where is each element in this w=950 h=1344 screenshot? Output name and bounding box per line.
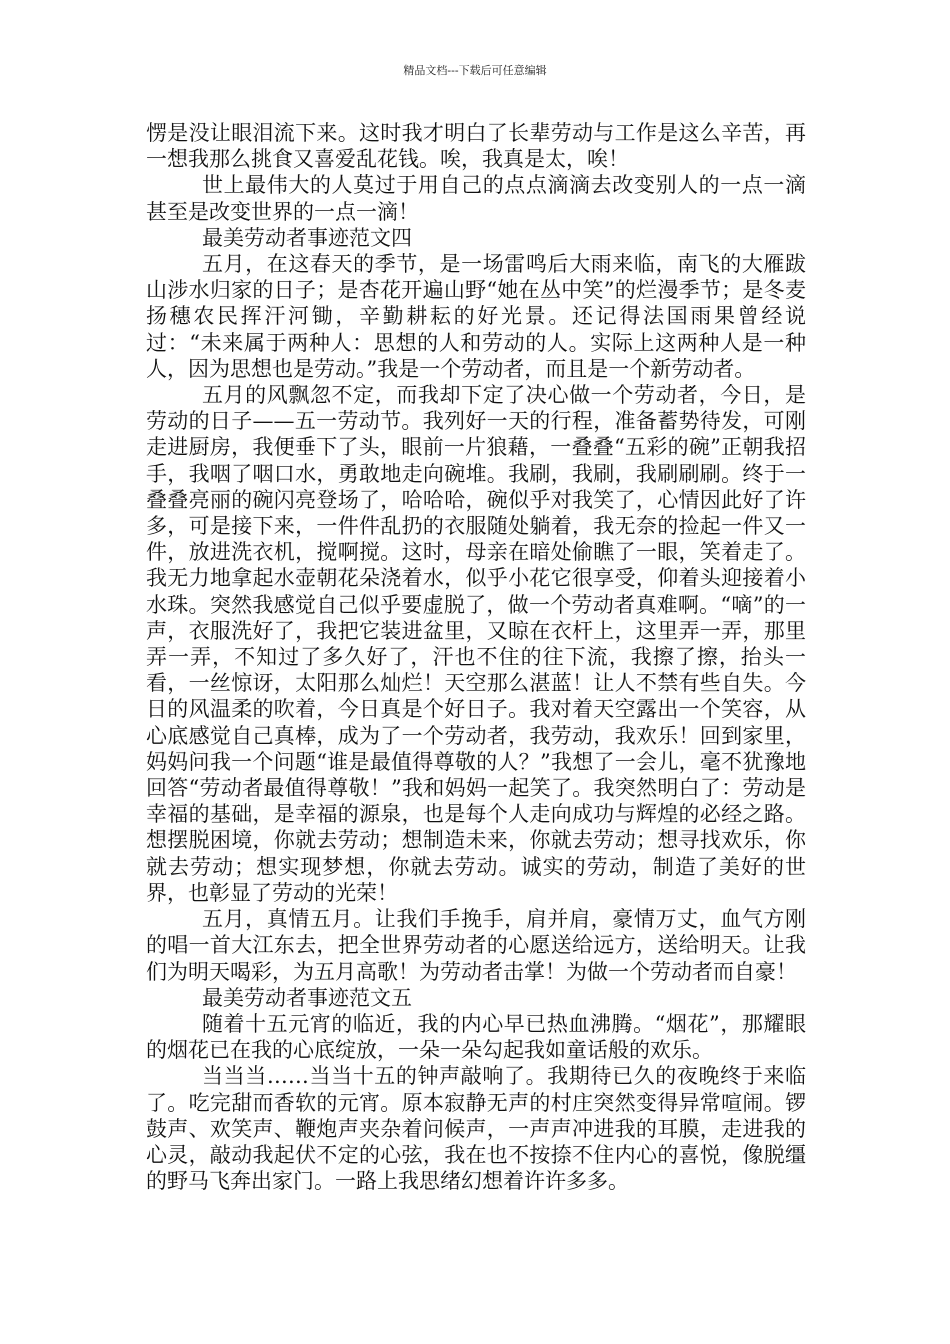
paragraph: 五月，在这春天的季节，是一场雷鸣后大雨来临，南飞的大雁跋山涉水归家的日子；是杏花开遍山野“她在丛中笑”的烂漫季节；是冬麦扬穗农民挥汗河锄，辛勤耕耘的好光景。还记得法国雨果曾经说过：“未来属于两种人：思想的人和劳动的人。实际上这两种人是一种人，因为思想也是劳动。”我是一个劳动者，而且是一个新劳动者。	[146, 252, 806, 381]
paragraph: 世上最伟大的人莫过于用自己的点点滴滴去改变别人的一点一滴甚至是改变世界的一点一滴！	[146, 173, 806, 224]
paragraph: 随着十五元宵的临近，我的内心早已热血沸腾。“烟花”，那耀眼的烟花已在我的心底绽放，一朵一朵勾起我如童话般的欢乐。	[146, 1011, 806, 1063]
paragraph: 愣是没让眼泪流下来。这时我才明白了长辈劳动与工作是这么辛苦，再一想我那么挑食又喜爱乱花钱。唉，我真是太，唉！	[146, 121, 806, 172]
paragraph: 五月，真情五月。让我们手挽手，肩并肩，豪情万丈，血气方刚的唱一首大江东去，把全世界劳动者的心愿送给远方，送给明天。让我们为明天喝彩，为五月高歌！为劳动者击掌！为做一个劳动者而自豪！	[146, 907, 806, 984]
page-header: 精品文档---下载后可任意编辑	[403, 64, 547, 77]
paragraph: 五月的风飘忽不定，而我却下定了决心做一个劳动者，今日，是劳动的日子——五一劳动节。我列好一天的行程，准备蓄势待发，可刚走进厨房，我便垂下了头，眼前一片狼藉，一叠叠“五彩的碗”正朝我招手，我咽了咽口水，勇敢地走向碗堆。我刷，我刷，我刷刷刷。终于一叠叠亮丽的碗闪亮登场了，哈哈哈，碗似乎对我笑了，心情因此好了许多，可是接下来，一件件乱扔的衣服随处躺着，我无奈的捡起一件又一件，放进洗衣机，搅啊搅。这时，母亲在暗处偷瞧了一眼，笑着走了。我无力地拿起水壶朝花朵浇着水，似乎小花它很享受，仰着头迎接着小水珠。突然我感觉自己似乎要虚脱了，做一个劳动者真难啊。“嘀”的一声，衣服洗好了，我把它装进盆里，又晾在衣杆上，这里弄一弄，那里弄一弄，不知过了多久好了，汗也不住的往下流，我擦了擦，抬头一看，一丝惊讶，太阳那么灿烂！天空那么湛蓝！让人不禁有些自失。今日的风温柔的吹着，今日真是个好日子。我对着天空露出一个笑容，从心底感觉自己真棒，成为了一个劳动者，我劳动，我欢乐！回到家里，妈妈问我一个问题“谁是最值得尊敬的人？”我想了一会儿，毫不犹豫地回答“劳动者最值得尊敬！”我和妈妈一起笑了。我突然明白了：劳动是幸福的基础，是幸福的源泉，也是每个人走向成功与辉煌的必经之路。想摆脱困境，你就去劳动；想制造未来，你就去劳动；想寻找欢乐，你就去劳动；想实现梦想，你就去劳动。诚实的劳动，制造了美好的世界，也彰显了劳动的光荣！	[146, 383, 806, 905]
document-body	[146, 120, 806, 1194]
section-heading: 最美劳动者事迹范文四	[202, 225, 412, 250]
paragraph: 当当当……当当十五的钟声敲响了。我期待已久的夜晚终于来临了。吃完甜而香软的元宵。原本寂静无声的村庄突然变得异常喧闹。锣鼓声、欢笑声、鞭炮声夹杂着问候声，一声声冲进我的耳膜，走进我的心灵，敲动我起伏不定的心弦，我在也不按捺不住内心的喜悦，像脱缰的野马飞奔出家门。一路上我思绪幻想着许许多多。	[146, 1064, 806, 1194]
section-heading: 最美劳动者事迹范文五	[202, 985, 412, 1010]
